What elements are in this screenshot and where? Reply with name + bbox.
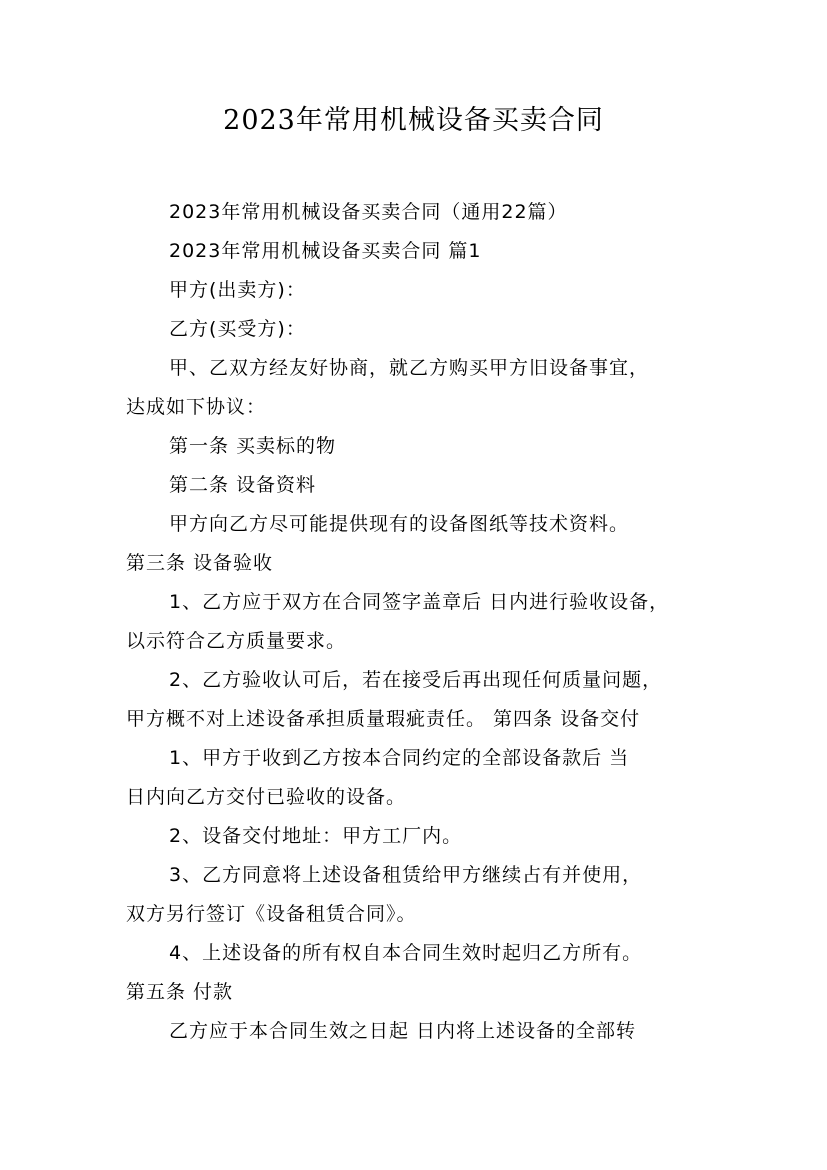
text-line: 第五条 付款 xyxy=(126,981,234,1003)
text-line: 1、乙方应于双方在合同签字盖章后 日内进行验收设备， xyxy=(169,591,670,613)
text-line: 3、乙方同意将上述设备租赁给甲方继续占有并使用， xyxy=(169,864,643,886)
text-line: 2023年常用机械设备买卖合同 篇1 xyxy=(169,240,482,262)
text-line: 达成如下协议： xyxy=(126,396,267,418)
text-line: 2、设备交付地址：甲方工厂内。 xyxy=(169,825,463,847)
text-line: 甲方向乙方尽可能提供现有的设备图纸等技术资料。 xyxy=(169,513,630,535)
text-line: 2、乙方验收认可后，若在接受后再出现任何质量问题， xyxy=(169,669,663,691)
text-line: 4、上述设备的所有权自本合同生效时起归乙方所有。 xyxy=(169,942,643,964)
text-line: 乙方(买受方)： xyxy=(169,318,306,340)
text-line: 甲、乙双方经友好协商，就乙方购买甲方旧设备事宜， xyxy=(169,357,650,379)
text-line: 乙方应于本合同生效之日起 日内将上述设备的全部转 xyxy=(169,1020,637,1042)
text-line: 甲方概不对上述设备承担质量瑕疵责任。 第四条 设备交付 xyxy=(126,708,641,730)
text-line: 以示符合乙方质量要求。 xyxy=(126,630,347,652)
text-line: 双方另行签订《设备租赁合同》。 xyxy=(126,903,417,925)
text-line: 第一条 买卖标的物 xyxy=(169,435,337,457)
text-line: 第二条 设备资料 xyxy=(169,474,317,496)
text-line: 1、甲方于收到乙方按本合同约定的全部设备款后 当 xyxy=(169,747,630,769)
document-title: 2023年常用机械设备买卖合同 xyxy=(223,105,604,136)
text-line: 第三条 设备验收 xyxy=(126,552,274,574)
text-line: 2023年常用机械设备买卖合同（通用22篇） xyxy=(169,201,568,223)
text-line: 甲方(出卖方)： xyxy=(169,279,306,301)
text-line: 日内向乙方交付已验收的设备。 xyxy=(126,786,407,808)
